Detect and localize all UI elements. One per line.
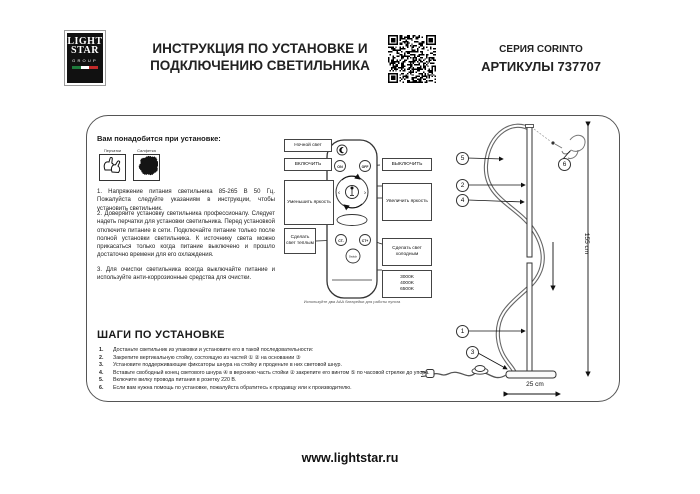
svg-text:OFF: OFF xyxy=(361,164,369,169)
lightstar-logo xyxy=(64,30,106,86)
qr-code-image xyxy=(388,35,436,83)
logo-star: STAR xyxy=(71,45,99,56)
width-dimension-label: 25 cm xyxy=(526,381,544,388)
logo-group: GROUP xyxy=(72,58,98,63)
tools-heading: Вам понадобится при установке: xyxy=(97,134,221,143)
callout-circle-6: 6 xyxy=(558,158,571,171)
step-item-1: 1. Достаньте светильник из упаковки и установите его в такой последовательности: xyxy=(99,347,314,353)
step-item-4: 4. Вставьте свободный конец светового шнура ④ в верхнюю часть стойки ② закрепите его винтом ⑤ по часовой стрелке до упора. xyxy=(99,369,430,376)
note-2: 2. Доверяйте установку светильника профессионалу. Следует надеть перчатки для установки светильника. Перед установкой отключите питание в сети. Подключайте питание только после полной установки светильника. К источнику света можно прикасаться только когда питание выключено и прошло достаточно времени для его охлаждения. xyxy=(97,211,275,259)
callout-circle-4: 4 xyxy=(456,194,469,207)
cloth-icon xyxy=(135,154,158,182)
gloves-icon xyxy=(101,154,124,182)
tool-gloves xyxy=(99,148,126,181)
callout-dim: Уменьшить яркость xyxy=(284,180,334,225)
night-light-button xyxy=(337,145,347,155)
step-item-2: 2. Закрепите вертикальную стойку, состоящую из частей ① ② на основании ③ xyxy=(99,354,301,361)
callout-night-light: Ночной свет xyxy=(284,139,332,152)
temp-6500k: 6500K xyxy=(400,287,414,292)
series-label: СЕРИЯ CORINTO xyxy=(499,44,583,55)
dpad-right-icon: › xyxy=(364,190,366,197)
logo-light: LIGHT xyxy=(67,36,103,47)
remote-display-window xyxy=(337,215,367,226)
callout-circle-5: 5 xyxy=(456,152,469,165)
step-item-5: 5. Включите вилку провода питания в розетку 220 В. xyxy=(99,377,237,383)
note-1: 1. Напряжение питания светильника 85-265 В 50 Гц. Пожалуйста следуйте указаниям в инструкции, чтобы установить светильник. xyxy=(97,189,275,212)
pole-upper xyxy=(527,127,532,257)
dpad-left-icon: ‹ xyxy=(338,190,340,197)
hand-with-screw xyxy=(555,135,585,158)
callout-circle-3: 3 xyxy=(466,346,479,359)
page-title xyxy=(128,40,392,74)
callout-turn-off: ВЫКЛЮЧИТЬ xyxy=(382,158,432,171)
page-title-line1: ИНСТРУКЦИЯ ПО УСТАНОВКЕ И xyxy=(152,41,368,56)
tool-cloth xyxy=(133,148,160,181)
temp-4000k: 4000K xyxy=(400,281,414,286)
svg-text:Switch: Switch xyxy=(348,254,358,259)
callout-brighten: Увеличить яркость xyxy=(382,183,432,221)
page-title-line2: ПОДКЛЮЧЕНИЮ СВЕТИЛЬНИКА xyxy=(150,58,370,73)
tool-cloth-label: Салфетка xyxy=(137,148,156,153)
callout-circle-2: 2 xyxy=(456,179,469,192)
articles-label: АРТИКУЛЫ 737707 xyxy=(481,59,601,74)
qr-code xyxy=(388,35,436,83)
steps-list xyxy=(99,348,614,393)
temp-3000k: 3000K xyxy=(400,275,414,280)
step-item-6: 6. Если вам нужна помощь по установке, пожалуйста обратитесь к продавцу или к производителю. xyxy=(99,384,352,391)
svg-text:ON: ON xyxy=(337,164,343,169)
pole-top-cap xyxy=(526,125,534,128)
note-3: 3. Для очистки светильника всегда выключайте питание и используйте анти-коррозионные средства для очистки. xyxy=(97,267,275,282)
battery-note: Используйте два ААА батарейки для работы пульта xyxy=(303,299,401,304)
screw xyxy=(551,141,554,144)
italian-flag-stripe xyxy=(72,66,98,69)
website-url: www.lightstar.ru xyxy=(301,451,399,465)
callout-warm: Сделать свет теплым xyxy=(284,228,316,254)
tool-gloves-label: Перчатки xyxy=(103,148,122,153)
steps-heading: ШАГИ ПО УСТАНОВКЕ xyxy=(97,329,225,341)
callout-turn-on: ВКЛЮЧИТЬ xyxy=(284,158,332,171)
svg-text:CT-: CT- xyxy=(338,238,344,243)
height-dimension-label: 155 cm xyxy=(583,232,591,255)
callout-cold: Сделать свет холодным xyxy=(382,238,432,266)
svg-text:CT+: CT+ xyxy=(361,238,369,243)
callout-circle-1: 1 xyxy=(456,325,469,338)
light-cord xyxy=(486,126,543,373)
step-item-3: 3. Установите поддерживающие фиксаторы шнура на стойку и проденьте в них световой шнур. xyxy=(99,362,342,368)
